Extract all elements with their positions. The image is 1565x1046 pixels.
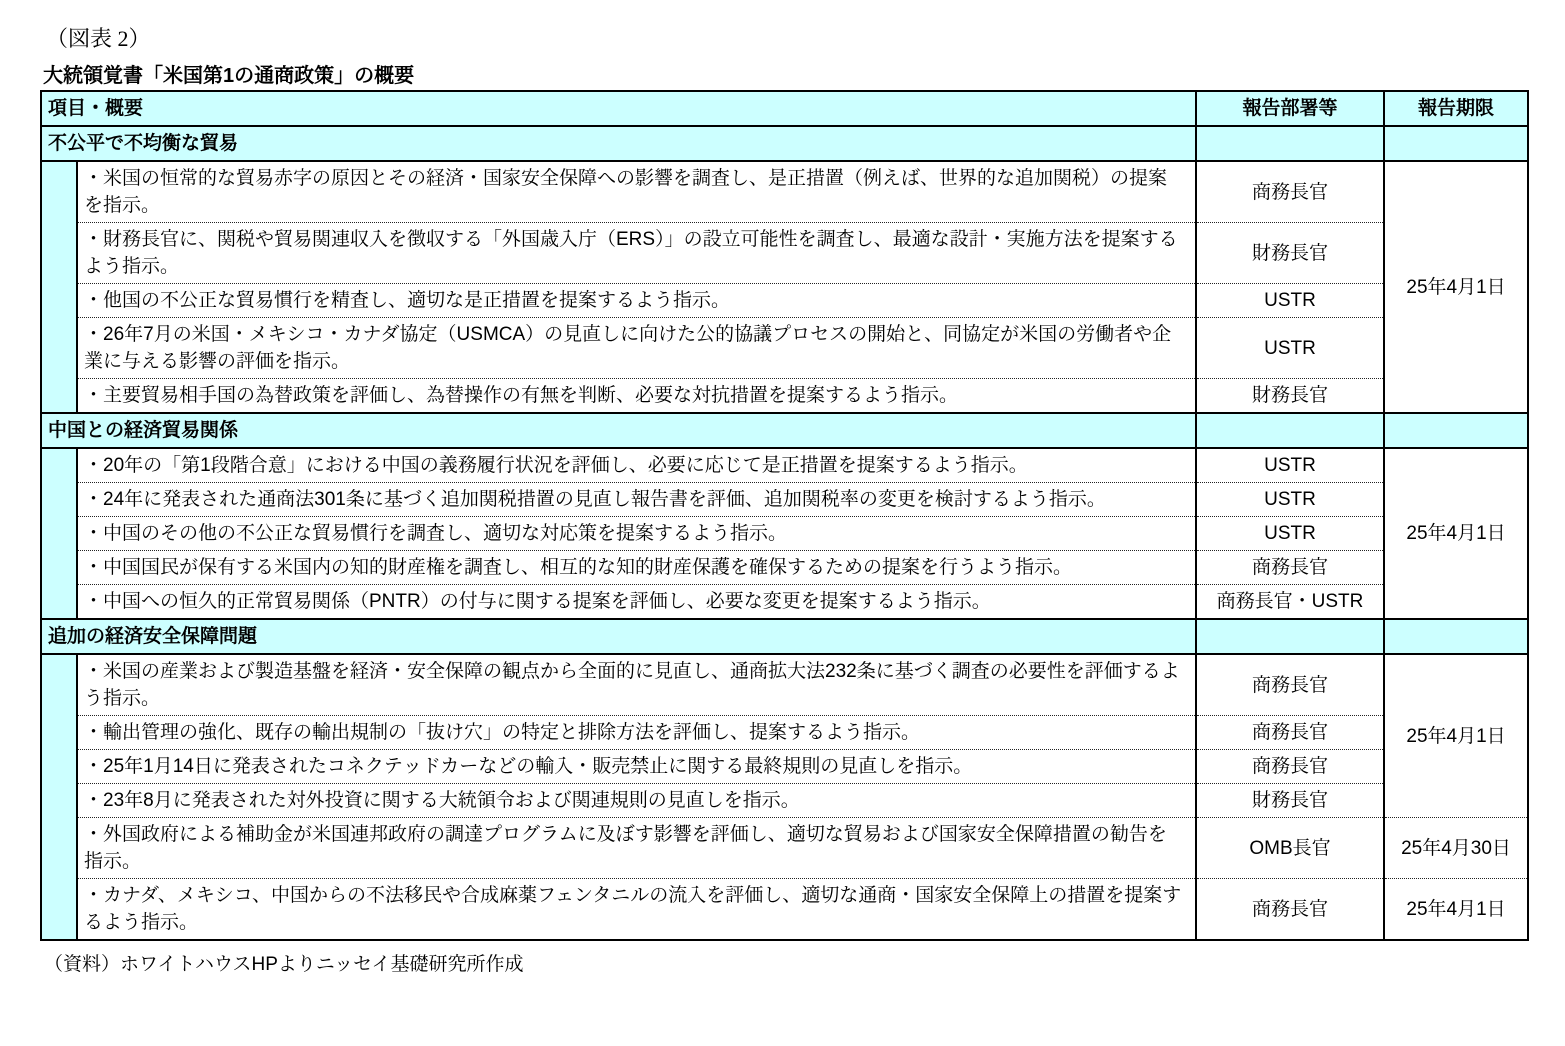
deadline-cell: 25年4月1日 — [1384, 448, 1528, 619]
table-row — [41, 818, 1528, 879]
section-title: 中国との経済貿易関係 — [41, 413, 1196, 448]
item-text: ・24年に発表された通商法301条に基づく追加関税措置の見直し報告書を評価、追加関税率の変更を検討するよう指示。 — [77, 483, 1196, 517]
item-text: ・他国の不公正な貿易慣行を精査し、適切な是正措置を提案するよう指示。 — [77, 284, 1196, 318]
department-cell: 商務長官 — [1196, 654, 1384, 716]
item-text: ・外国政府による補助金が米国連邦政府の調達プログラムに及ぼす影響を評価し、適切な貿易および国家安全保障措置の勧告を指示。 — [77, 818, 1196, 879]
item-text: ・25年1月14日に発表されたコネクテッドカーなどの輸入・販売禁止に関する最終規則の見直しを指示。 — [77, 750, 1196, 784]
section-header-row — [41, 413, 1528, 448]
item-text: ・カナダ、メキシコ、中国からの不法移民や合成麻薬フェンタニルの流入を評価し、適切な通商・国家安全保障上の措置を提案するよう指示。 — [77, 879, 1196, 941]
item-text: ・米国の恒常的な貿易赤字の原因とその経済・国家安全保障への影響を調査し、是正措置（例えば、世界的な追加関税）の提案を指示。 — [77, 161, 1196, 223]
section-fill-deadline — [1384, 619, 1528, 654]
column-header-deadline: 報告期限 — [1384, 91, 1528, 126]
item-text: ・中国国民が保有する米国内の知的財産権を調査し、相互的な知的財産保護を確保するための提案を行うよう指示。 — [77, 551, 1196, 585]
item-text: ・20年の「第1段階合意」における中国の義務履行状況を評価し、必要に応じて是正措置を提案するよう指示。 — [77, 448, 1196, 483]
source-note: （資料）ホワイトハウスHPよりニッセイ基礎研究所作成 — [44, 954, 524, 975]
table-row — [41, 379, 1528, 414]
department-cell: 商務長官 — [1196, 161, 1384, 223]
section-fill-department — [1196, 126, 1384, 161]
figure-label: （図表 2） — [46, 26, 151, 51]
deadline-cell: 25年4月1日 — [1384, 161, 1528, 413]
item-text: ・26年7月の米国・メキシコ・カナダ協定（USMCA）の見直しに向けた公的協議プロセスの開始と、同協定が米国の労働者や企業に与える影響の評価を指示。 — [77, 318, 1196, 379]
item-text: ・中国のその他の不公正な貿易慣行を調査し、適切な対応策を提案するよう指示。 — [77, 517, 1196, 551]
department-cell: 財務長官 — [1196, 223, 1384, 284]
table-row — [41, 879, 1528, 941]
section-header-row — [41, 619, 1528, 654]
deadline-cell: 25年4月30日 — [1384, 818, 1528, 879]
table-row — [41, 784, 1528, 818]
section-header-row — [41, 126, 1528, 161]
table-row — [41, 161, 1528, 223]
table-header-row — [41, 91, 1528, 126]
item-text: ・23年8月に発表された対外投資に関する大統領令および関連規則の見直しを指示。 — [77, 784, 1196, 818]
table-row — [41, 654, 1528, 716]
item-text: ・財務長官に、関税や貿易関連収入を徴収する「外国歳入庁（ERS）」の設立可能性を調査し、最適な設計・実施方法を提案するよう指示。 — [77, 223, 1196, 284]
department-cell: 商務長官 — [1196, 879, 1384, 941]
department-cell: USTR — [1196, 318, 1384, 379]
section-fill-department — [1196, 413, 1384, 448]
department-cell: OMB長官 — [1196, 818, 1384, 879]
table-row — [41, 585, 1528, 620]
table-row — [41, 318, 1528, 379]
section-title: 不公平で不均衡な貿易 — [41, 126, 1196, 161]
item-text: ・米国の産業および製造基盤を経済・安全保障の観点から全面的に見直し、通商拡大法232条に基づく調査の必要性を評価するよう指示。 — [77, 654, 1196, 716]
table-row — [41, 716, 1528, 750]
department-cell: USTR — [1196, 517, 1384, 551]
table-row — [41, 517, 1528, 551]
department-cell: USTR — [1196, 483, 1384, 517]
section-fill-deadline — [1384, 126, 1528, 161]
table-row — [41, 284, 1528, 318]
table-row — [41, 551, 1528, 585]
department-cell: 財務長官 — [1196, 784, 1384, 818]
department-cell: 商務長官 — [1196, 716, 1384, 750]
deadline-cell: 25年4月1日 — [1384, 879, 1528, 941]
table-row — [41, 448, 1528, 483]
column-header-item: 項目・概要 — [41, 91, 1196, 126]
department-cell: 商務長官 — [1196, 750, 1384, 784]
section-indent-strip — [41, 654, 77, 940]
table-row — [41, 483, 1528, 517]
department-cell: USTR — [1196, 448, 1384, 483]
department-cell: 商務長官 — [1196, 551, 1384, 585]
table-row — [41, 223, 1528, 284]
deadline-cell: 25年4月1日 — [1384, 654, 1528, 818]
summary-table — [40, 90, 1529, 941]
page-title: 大統領覚書「米国第1の通商政策」の概要 — [43, 65, 415, 87]
department-cell: 財務長官 — [1196, 379, 1384, 414]
item-text: ・中国への恒久的正常貿易関係（PNTR）の付与に関する提案を評価し、必要な変更を提案するよう指示。 — [77, 585, 1196, 620]
department-cell: USTR — [1196, 284, 1384, 318]
item-text: ・輸出管理の強化、既存の輸出規制の「抜け穴」の特定と排除方法を評価し、提案するよう指示。 — [77, 716, 1196, 750]
section-indent-strip — [41, 161, 77, 413]
section-indent-strip — [41, 448, 77, 619]
section-fill-deadline — [1384, 413, 1528, 448]
item-text: ・主要貿易相手国の為替政策を評価し、為替操作の有無を判断、必要な対抗措置を提案するよう指示。 — [77, 379, 1196, 414]
column-header-department: 報告部署等 — [1196, 91, 1384, 126]
section-title: 追加の経済安全保障問題 — [41, 619, 1196, 654]
table-row — [41, 750, 1528, 784]
section-fill-department — [1196, 619, 1384, 654]
department-cell: 商務長官・USTR — [1196, 585, 1384, 620]
